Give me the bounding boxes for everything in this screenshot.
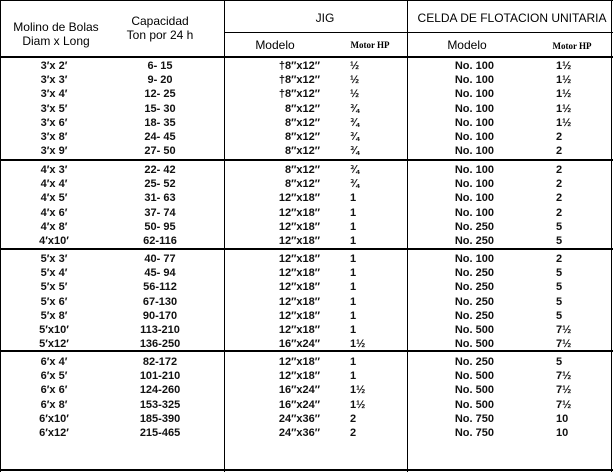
- jig-model-cell: 12″x18″: [278, 235, 320, 247]
- jig-motor-hp-cell: 1: [350, 324, 357, 336]
- header-jig: JIG: [315, 11, 335, 25]
- mill-size-cell: 5′x 4′: [40, 267, 68, 280]
- jig-motor-hp-cell: 1: [350, 206, 357, 219]
- mill-size-cell: 5′x 6′: [40, 295, 68, 308]
- capacity-cell: 6- 15: [147, 60, 173, 72]
- mill-size-cell: 3′x 2′: [40, 60, 68, 72]
- table-row: [0, 130, 613, 144]
- jig-model-cell: 8″x12″: [284, 178, 320, 191]
- mill-size-cell: 6′x 5′: [40, 370, 68, 383]
- flotation-motor-hp-cell: 1½: [556, 116, 572, 129]
- flotation-motor-hp-cell: 2: [556, 178, 563, 191]
- flotation-model-cell: No. 500: [454, 338, 494, 351]
- header-capacity: [110, 14, 210, 42]
- header-flotation: CELDA DE FLOTACION UNITARIA: [417, 11, 607, 25]
- flotation-motor-hp-cell: 5: [556, 235, 563, 247]
- mill-size-cell: 4′x 8′: [40, 220, 68, 233]
- jig-model-cell: 24″x36″: [278, 412, 320, 425]
- header-mill-line1: Molino de Bolas: [13, 20, 99, 34]
- capacity-cell: 15- 30: [144, 102, 176, 115]
- mill-size-cell: 5′x 5′: [40, 281, 68, 294]
- table-row: [0, 73, 613, 87]
- table-row: [0, 220, 613, 234]
- mill-size-cell: 4′x 6′: [40, 206, 68, 219]
- flotation-model-cell: No. 250: [454, 267, 494, 280]
- jig-motor-hp-cell: 1: [350, 267, 357, 280]
- mill-size-cell: 5′x 3′: [40, 253, 68, 265]
- capacity-cell: 22- 42: [144, 164, 176, 176]
- jig-motor-hp-cell: 2: [350, 427, 357, 439]
- header-flot-motor: Motor HP: [552, 41, 592, 51]
- flotation-motor-hp-cell: 5: [556, 281, 563, 294]
- flotation-model-cell: No. 250: [454, 235, 494, 247]
- table-row: [0, 102, 613, 116]
- mill-size-cell: 6′x12′: [39, 427, 69, 439]
- table-row: [0, 309, 613, 323]
- jig-model-cell: 16″x24″: [278, 398, 320, 411]
- flotation-model-cell: No. 500: [454, 398, 494, 411]
- flotation-model-cell: No. 250: [454, 295, 494, 308]
- jig-model-cell: 8″x12″: [284, 131, 320, 143]
- jig-motor-hp-cell: ¾: [350, 145, 360, 158]
- capacity-cell: 50- 95: [144, 220, 176, 233]
- flotation-motor-hp-cell: 7½: [556, 370, 572, 383]
- capacity-cell: 24- 45: [144, 131, 176, 143]
- table-row: [0, 412, 613, 426]
- flotation-motor-hp-cell: 1½: [556, 60, 572, 72]
- flotation-motor-hp-cell: 2: [556, 206, 563, 219]
- jig-model-cell: 12″x18″: [278, 192, 320, 205]
- table-row: [0, 191, 613, 205]
- flotation-motor-hp-cell: 5: [556, 220, 563, 233]
- jig-motor-hp-cell: 1: [350, 370, 357, 383]
- capacity-cell: 56-112: [143, 281, 177, 294]
- jig-model-cell: †8″x12″: [278, 74, 320, 87]
- jig-model-cell: 8″x12″: [284, 164, 320, 176]
- jig-model-cell: †8″x12″: [278, 60, 320, 72]
- jig-motor-hp-cell: 1: [350, 220, 357, 233]
- jig-model-cell: 16″x24″: [278, 384, 320, 397]
- flotation-model-cell: No. 500: [454, 384, 494, 397]
- flotation-model-cell: No. 100: [454, 145, 494, 158]
- jig-motor-hp-cell: 1½: [350, 338, 366, 351]
- table-row: [0, 383, 613, 397]
- flotation-model-cell: No. 250: [454, 220, 494, 233]
- mill-size-cell: 4′x 4′: [40, 178, 68, 191]
- flotation-motor-hp-cell: 2: [556, 192, 563, 205]
- flotation-motor-hp-cell: 2: [556, 253, 563, 265]
- jig-motor-hp-cell: ¾: [350, 116, 360, 129]
- jig-model-cell: 12″x18″: [278, 295, 320, 308]
- capacity-cell: 113-210: [140, 324, 180, 336]
- jig-model-cell: 12″x18″: [278, 370, 320, 383]
- flotation-motor-hp-cell: 1½: [556, 102, 572, 115]
- jig-motor-hp-cell: 2: [350, 412, 357, 425]
- jig-motor-hp-cell: ¾: [350, 164, 360, 176]
- header-jig-model: Modelo: [255, 38, 295, 52]
- flotation-motor-hp-cell: 10: [556, 412, 569, 425]
- mill-size-cell: 3′x 9′: [40, 145, 68, 158]
- flotation-motor-hp-cell: 5: [556, 267, 563, 280]
- capacity-cell: 45- 94: [144, 267, 176, 280]
- capacity-cell: 215-465: [139, 427, 181, 439]
- capacity-cell: 9- 20: [147, 74, 173, 87]
- header-mill-line2: Diam x Long: [22, 34, 90, 48]
- flotation-model-cell: No. 250: [454, 356, 494, 368]
- header-capacity-line1: Capacidad: [131, 14, 189, 28]
- table-row: [0, 295, 613, 309]
- table-row: [0, 398, 613, 412]
- table-row: [0, 426, 613, 440]
- flotation-model-cell: No. 100: [454, 192, 494, 205]
- jig-model-cell: 12″x18″: [278, 309, 320, 322]
- mill-size-cell: 6′x 8′: [40, 398, 68, 411]
- jig-motor-hp-cell: 1: [350, 295, 357, 308]
- capacity-cell: 18- 35: [144, 116, 176, 129]
- table-row: [0, 323, 613, 337]
- flotation-model-cell: No. 100: [454, 74, 494, 87]
- jig-motor-hp-cell: ¾: [350, 178, 360, 191]
- mill-size-cell: 3′x 3′: [40, 74, 68, 87]
- jig-motor-hp-cell: 1: [350, 235, 357, 247]
- capacity-cell: 40- 77: [144, 253, 176, 265]
- flotation-motor-hp-cell: 2: [556, 131, 563, 143]
- jig-model-cell: 12″x18″: [278, 220, 320, 233]
- jig-model-cell: 16″x24″: [278, 338, 320, 351]
- table-row: [0, 206, 613, 220]
- jig-motor-hp-cell: 1½: [350, 398, 366, 411]
- flotation-motor-hp-cell: 1½: [556, 74, 572, 87]
- jig-model-cell: 12″x18″: [278, 356, 320, 368]
- flotation-model-cell: No. 100: [454, 88, 494, 101]
- jig-model-cell: 12″x18″: [278, 253, 320, 265]
- jig-model-cell: 8″x12″: [284, 102, 320, 115]
- flotation-motor-hp-cell: 5: [556, 295, 563, 308]
- group-separator: [0, 159, 613, 161]
- mill-size-cell: 4′x 5′: [40, 192, 68, 205]
- flotation-model-cell: No. 250: [454, 309, 494, 322]
- mill-size-cell: 4′x 3′: [40, 164, 68, 176]
- jig-model-cell: 8″x12″: [284, 116, 320, 129]
- table-border-top: [0, 0, 613, 1]
- jig-motor-hp-cell: 1: [350, 192, 357, 205]
- header-capacity-line2: Ton por 24 h: [126, 28, 194, 42]
- table-row: [0, 144, 613, 158]
- flotation-model-cell: No. 100: [454, 206, 494, 219]
- jig-model-cell: 12″x18″: [278, 206, 320, 219]
- mill-size-cell: 6′x 6′: [40, 384, 68, 397]
- flotation-model-cell: No. 100: [454, 178, 494, 191]
- mill-size-cell: 5′x12′: [39, 338, 69, 351]
- jig-motor-hp-cell: ¾: [350, 102, 360, 115]
- flotation-motor-hp-cell: 2: [556, 164, 563, 176]
- capacity-cell: 124-260: [139, 384, 181, 397]
- capacity-cell: 25- 52: [144, 178, 176, 191]
- subheader-divider: [224, 32, 613, 33]
- flotation-model-cell: No. 100: [454, 60, 494, 72]
- capacity-cell: 185-390: [139, 412, 181, 425]
- capacity-cell: 12- 25: [144, 88, 176, 101]
- flotation-motor-hp-cell: 5: [556, 356, 563, 368]
- mill-size-cell: 5′x 8′: [40, 309, 68, 322]
- mill-size-cell: 6′x10′: [39, 412, 69, 425]
- capacity-cell: 90-170: [142, 309, 178, 322]
- jig-model-cell: 12″x18″: [278, 324, 320, 336]
- mill-size-cell: 3′x 6′: [40, 116, 68, 129]
- flotation-model-cell: No. 100: [454, 131, 494, 143]
- flotation-motor-hp-cell: 7½: [556, 324, 572, 336]
- flotation-motor-hp-cell: 5: [556, 309, 563, 322]
- jig-motor-hp-cell: 1: [350, 281, 357, 294]
- flotation-motor-hp-cell: 7½: [556, 398, 572, 411]
- table-row: [0, 369, 613, 383]
- table-row: [0, 337, 613, 351]
- mill-size-cell: 3′x 8′: [40, 131, 68, 143]
- flotation-model-cell: No. 750: [454, 427, 494, 439]
- table-row: [0, 87, 613, 101]
- flotation-model-cell: No. 500: [454, 370, 494, 383]
- capacity-cell: 82-172: [142, 356, 178, 368]
- jig-motor-hp-cell: ½: [350, 60, 360, 72]
- header-mill: [6, 20, 106, 48]
- table-row: [0, 177, 613, 191]
- flotation-model-cell: No. 100: [454, 164, 494, 176]
- table-row: [0, 59, 613, 73]
- capacity-cell: 27- 50: [144, 145, 176, 158]
- flotation-motor-hp-cell: 1½: [556, 88, 572, 101]
- jig-motor-hp-cell: ½: [350, 74, 360, 87]
- flotation-motor-hp-cell: 7½: [556, 338, 572, 351]
- jig-motor-hp-cell: 1½: [350, 384, 366, 397]
- jig-model-cell: †8″x12″: [278, 88, 320, 101]
- flotation-motor-hp-cell: 2: [556, 145, 563, 158]
- jig-motor-hp-cell: ¾: [350, 131, 360, 143]
- flotation-model-cell: No. 100: [454, 116, 494, 129]
- mill-size-cell: 3′x 4′: [40, 88, 68, 101]
- header-flot-model: Modelo: [447, 38, 487, 52]
- header-divider: [0, 56, 613, 58]
- mill-size-cell: 5′x10′: [39, 324, 69, 336]
- flotation-motor-hp-cell: 10: [556, 427, 569, 439]
- table-border-bottom: [0, 469, 613, 471]
- mill-size-cell: 3′x 5′: [40, 102, 68, 115]
- flotation-model-cell: No. 100: [454, 102, 494, 115]
- flotation-model-cell: No. 750: [454, 412, 494, 425]
- flotation-model-cell: No. 250: [454, 281, 494, 294]
- table-row: [0, 266, 613, 280]
- capacity-cell: 37- 74: [144, 206, 176, 219]
- jig-model-cell: 12″x18″: [278, 267, 320, 280]
- flotation-motor-hp-cell: 7½: [556, 384, 572, 397]
- capacity-cell: 67-130: [142, 295, 178, 308]
- capacity-cell: 101-210: [139, 370, 181, 383]
- table-row: [0, 234, 613, 248]
- jig-motor-hp-cell: 1: [350, 356, 357, 368]
- table-row: [0, 252, 613, 266]
- jig-motor-hp-cell: ½: [350, 88, 360, 101]
- group-separator: [0, 248, 613, 250]
- header-jig-motor: Motor HP: [350, 40, 390, 50]
- flotation-model-cell: No. 500: [454, 324, 494, 336]
- mill-size-cell: 4′x10′: [39, 235, 69, 247]
- table-row: [0, 355, 613, 369]
- capacity-cell: 62-116: [143, 235, 177, 247]
- capacity-cell: 153-325: [139, 398, 181, 411]
- jig-motor-hp-cell: 1: [350, 309, 357, 322]
- jig-model-cell: 12″x18″: [278, 281, 320, 294]
- jig-model-cell: 24″x36″: [278, 427, 320, 439]
- table-row: [0, 280, 613, 294]
- table-row: [0, 116, 613, 130]
- flotation-model-cell: No. 100: [454, 253, 494, 265]
- capacity-cell: 136-250: [139, 338, 181, 351]
- table-row: [0, 163, 613, 177]
- jig-motor-hp-cell: 1: [350, 253, 357, 265]
- capacity-cell: 31- 63: [144, 192, 176, 205]
- mill-size-cell: 6′x 4′: [40, 356, 68, 368]
- jig-model-cell: 8″x12″: [284, 145, 320, 158]
